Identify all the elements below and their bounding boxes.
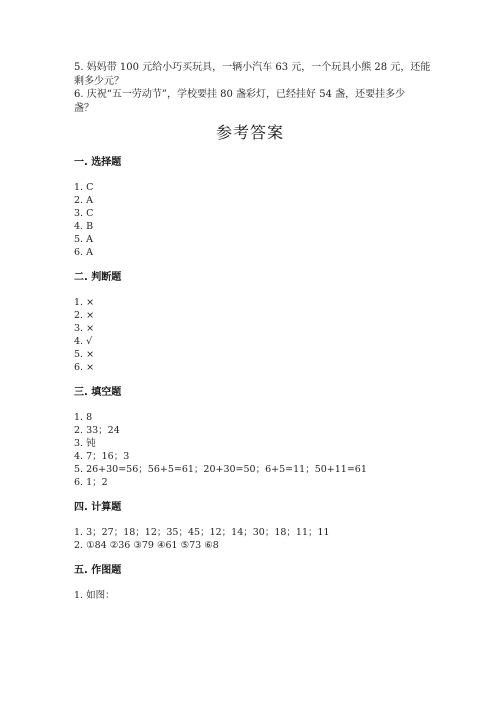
answer-line: 3. × xyxy=(74,323,95,334)
answer-line: 2. 33；24 xyxy=(74,425,120,436)
answer-line: 1. 8 xyxy=(74,412,93,423)
answer-line: 6. × xyxy=(74,362,95,373)
answer-line: 1. × xyxy=(74,297,95,308)
answer-line: 2. × xyxy=(74,310,95,321)
answer-line: 1. 如图： xyxy=(74,590,115,601)
question-6-line-2: 盏？ xyxy=(74,103,94,114)
section-heading-calc: 四. 计算题 xyxy=(74,502,122,513)
answer-line: 6. 1；2 xyxy=(74,477,108,488)
answer-line: 4. B xyxy=(74,221,94,232)
answer-line: 2. ①84 ②36 ③79 ④61 ⑤73 ⑥8 xyxy=(74,540,219,551)
section-heading-judge: 二. 判断题 xyxy=(74,272,122,283)
answer-line: 1. 3；27；18；12；35；45；12；14；30；18；11；11 xyxy=(74,527,330,538)
question-6-line-1: 6. 庆祝“五一劳动节”，学校要挂 80 盏彩灯，已经挂好 54 盏，还要挂多少 xyxy=(74,89,406,100)
question-5-line-2: 剩多少元？ xyxy=(74,76,124,87)
answer-line: 5. 26+30=56；56+5=61；20+30=50；6+5=11；50+11=61 xyxy=(74,464,367,475)
question-5-line-1: 5. 妈妈带 100 元给小巧买玩具，一辆小汽车 63 元，一个玩具小熊 28 元，还能 xyxy=(74,62,431,73)
answer-line: 6. A xyxy=(74,247,93,258)
section-heading-fill: 三. 填空题 xyxy=(74,387,122,398)
answer-line: 3. 钝 xyxy=(74,438,96,449)
answer-line: 4. √ xyxy=(74,336,93,347)
section-heading-choice: 一. 选择题 xyxy=(74,157,122,168)
answer-line: 4. 7；16；3 xyxy=(74,451,130,462)
answer-line: 3. C xyxy=(74,208,94,219)
section-heading-drawing: 五. 作图题 xyxy=(74,565,122,576)
answer-key-title: 参考答案 xyxy=(215,123,284,142)
answer-line: 5. × xyxy=(74,349,95,360)
answer-line: 5. A xyxy=(74,234,93,245)
answer-line: 1. C xyxy=(74,182,94,193)
answer-line: 2. A xyxy=(74,195,93,206)
